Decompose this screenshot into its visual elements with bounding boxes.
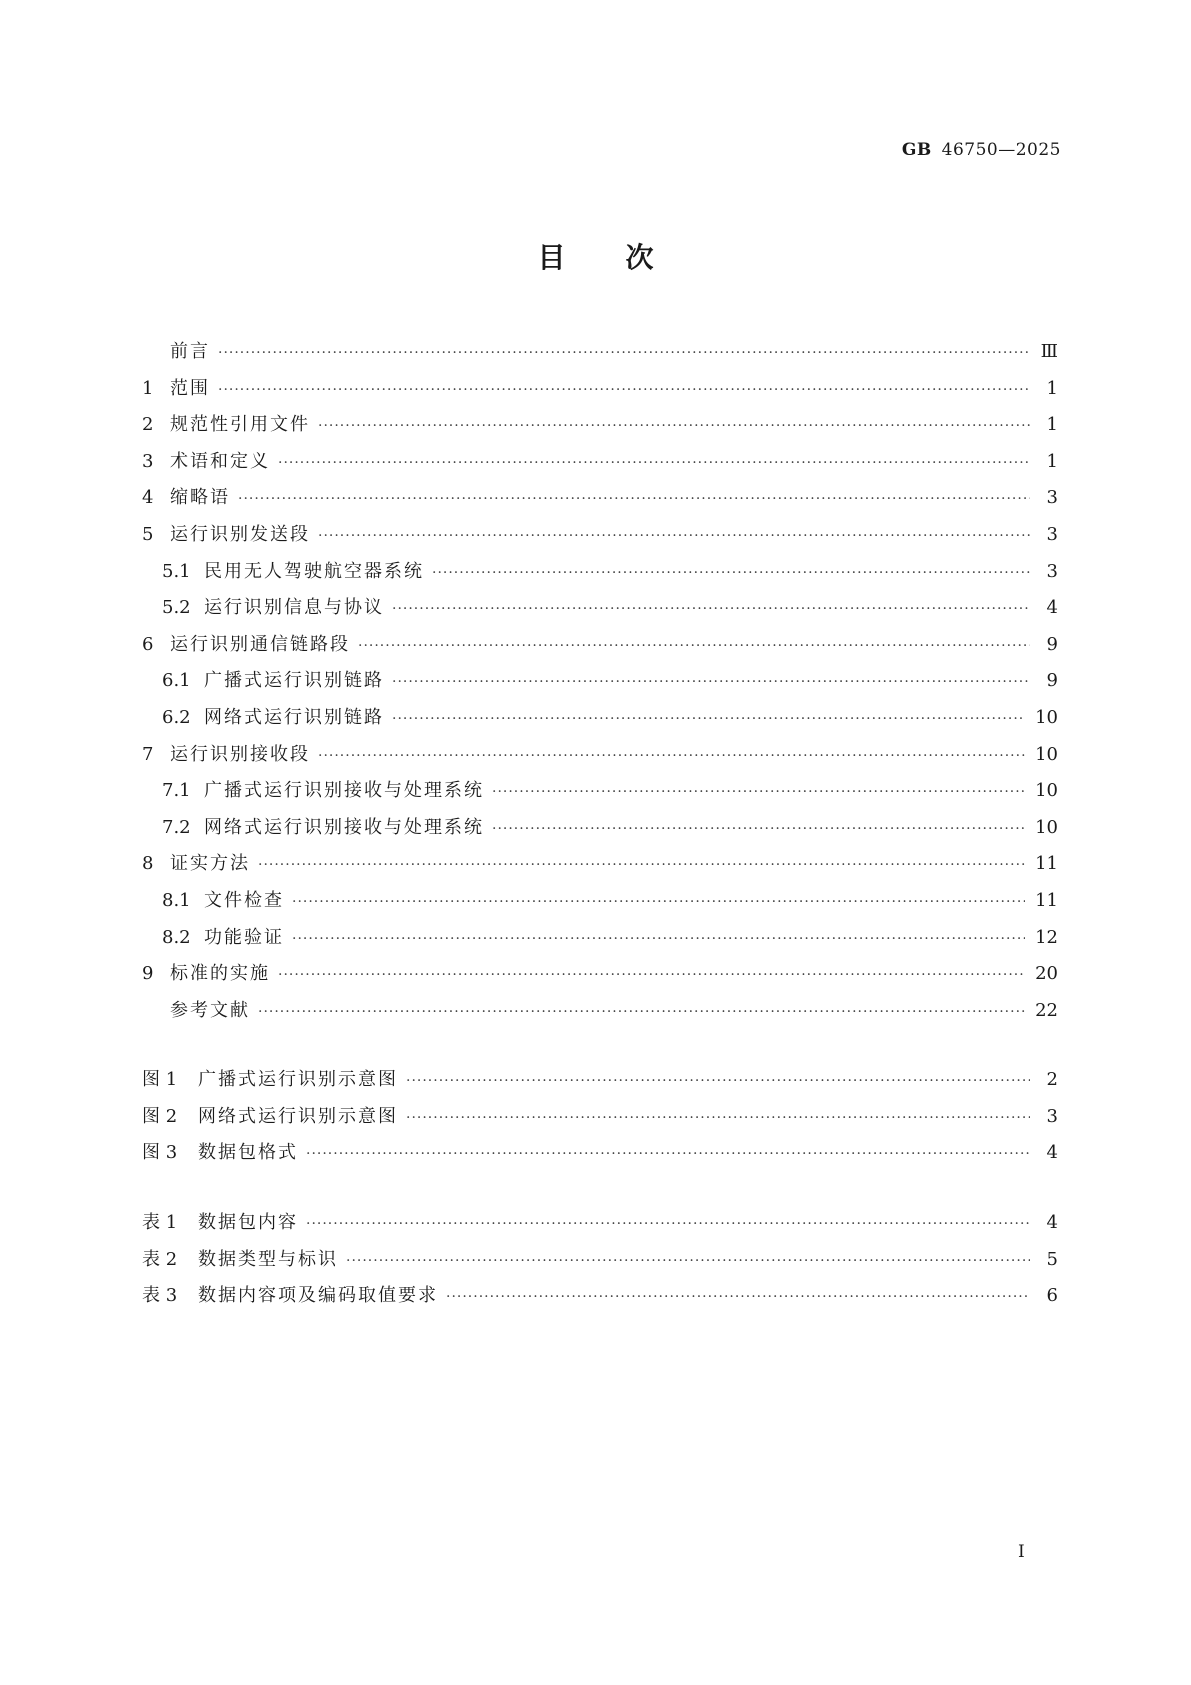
dot-leader	[406, 1110, 1030, 1126]
toc-entry[interactable]	[142, 374, 1058, 411]
dot-leader	[278, 967, 1025, 983]
toc-entry[interactable]	[142, 996, 1058, 1033]
entry-number: 7	[142, 743, 154, 765]
table-entry[interactable]	[142, 1281, 1058, 1318]
figure-entry[interactable]	[142, 1102, 1058, 1139]
dot-leader	[392, 674, 1030, 690]
entry-page-number: 10	[1035, 743, 1058, 765]
entry-title: 证实方法	[170, 853, 250, 875]
table-of-contents	[142, 337, 1058, 1032]
toc-entry[interactable]	[142, 849, 1058, 886]
toc-entry[interactable]	[142, 776, 1058, 813]
entry-number: 7.2	[162, 816, 191, 838]
page-number: I	[1018, 1542, 1025, 1562]
entry-number: 3	[142, 450, 154, 472]
dot-leader	[278, 455, 1030, 471]
entry-page-number: 9	[1046, 633, 1058, 655]
entry-page-number: 1	[1046, 450, 1058, 472]
toc-entry[interactable]	[142, 447, 1058, 484]
entry-title: 范围	[170, 377, 210, 399]
figure-entry[interactable]	[142, 1138, 1058, 1175]
entry-page-number: 11	[1035, 853, 1058, 875]
dot-leader	[258, 857, 1025, 873]
entry-page-number: 1	[1046, 414, 1058, 436]
entry-page-number: 5	[1046, 1248, 1058, 1270]
toc-entry[interactable]	[142, 959, 1058, 996]
dot-leader	[358, 638, 1030, 654]
entry-page-number: 3	[1046, 523, 1058, 545]
dot-leader	[432, 565, 1030, 581]
entry-title: 广播式运行识别接收与处理系统	[204, 780, 484, 802]
dot-leader	[492, 784, 1025, 800]
entry-page-number: 3	[1046, 560, 1058, 582]
document-code	[902, 140, 1061, 160]
entry-number: 8.1	[162, 889, 191, 911]
entry-title: 参考文献	[170, 999, 250, 1021]
toc-entry[interactable]	[142, 703, 1058, 740]
entry-number: 图 3	[142, 1142, 178, 1164]
entry-page-number: 4	[1046, 1142, 1058, 1164]
entry-number: 2	[142, 414, 154, 436]
entry-number: 6.2	[162, 706, 191, 728]
entry-page-number: 10	[1035, 816, 1058, 838]
page-title: 目次	[537, 241, 714, 274]
entry-title: 术语和定义	[170, 450, 270, 472]
toc-entry[interactable]	[142, 886, 1058, 923]
entry-title: 网络式运行识别示意图	[198, 1105, 398, 1127]
toc-entry[interactable]	[142, 740, 1058, 777]
entry-number: 表 3	[142, 1285, 178, 1307]
dot-leader	[258, 1004, 1025, 1020]
entry-title: 数据包内容	[198, 1212, 298, 1233]
toc-entry[interactable]	[142, 483, 1058, 520]
standard-number: 46750—2025	[941, 140, 1061, 160]
dot-leader	[346, 1253, 1030, 1269]
entry-number: 5.2	[162, 597, 191, 619]
entry-title: 标准的实施	[170, 963, 270, 985]
toc-entry[interactable]	[142, 630, 1058, 667]
standard-prefix: GB	[901, 140, 932, 160]
dot-leader	[218, 382, 1030, 398]
entry-page-number: 4	[1046, 597, 1058, 619]
entry-page-number: 10	[1035, 706, 1058, 728]
toc-entry[interactable]	[142, 337, 1058, 374]
dot-leader	[446, 1289, 1030, 1305]
entry-number: 表 2	[142, 1248, 178, 1270]
entry-page-number: 4	[1046, 1212, 1058, 1233]
entry-title: 数据包格式	[198, 1142, 298, 1164]
entry-number: 7.1	[162, 780, 191, 802]
figure-entry[interactable]	[142, 1065, 1058, 1102]
entry-title: 功能验证	[204, 926, 284, 948]
dot-leader	[238, 491, 1030, 507]
entry-number: 5.1	[162, 560, 191, 582]
entry-title: 运行识别信息与协议	[204, 597, 384, 619]
entry-page-number: Ⅲ	[1040, 341, 1058, 362]
entry-title: 文件检查	[204, 889, 284, 911]
dot-leader	[306, 1146, 1030, 1162]
entry-title: 数据内容项及编码取值要求	[198, 1285, 438, 1307]
entry-number: 4	[142, 487, 154, 509]
dot-leader	[318, 418, 1030, 434]
toc-entry[interactable]	[142, 813, 1058, 850]
entry-title: 前言	[170, 341, 210, 362]
dot-leader	[318, 748, 1025, 764]
dot-leader	[292, 931, 1025, 947]
entry-page-number: 3	[1046, 487, 1058, 509]
entry-number: 6.1	[162, 670, 191, 692]
dot-leader	[392, 711, 1025, 727]
entry-title: 数据类型与标识	[198, 1248, 338, 1270]
dot-leader	[492, 821, 1025, 837]
toc-entry[interactable]	[142, 410, 1058, 447]
entry-page-number: 12	[1035, 926, 1058, 948]
entry-title: 运行识别通信链路段	[170, 633, 350, 655]
entry-number: 图 1	[142, 1069, 178, 1090]
entry-page-number: 11	[1035, 889, 1058, 911]
entry-title: 广播式运行识别示意图	[198, 1069, 398, 1090]
entry-title: 网络式运行识别链路	[204, 706, 384, 728]
dot-leader	[392, 601, 1030, 617]
toc-entry[interactable]	[142, 593, 1058, 630]
dot-leader	[306, 1216, 1030, 1232]
entry-page-number: 3	[1046, 1105, 1058, 1127]
entry-title: 规范性引用文件	[170, 414, 310, 436]
entry-page-number: 6	[1046, 1285, 1058, 1307]
entry-title: 缩略语	[170, 487, 230, 509]
list-of-tables	[142, 1208, 1058, 1318]
dot-leader	[292, 894, 1025, 910]
entry-title: 网络式运行识别接收与处理系统	[204, 816, 484, 838]
toc-entry[interactable]	[142, 923, 1058, 960]
entry-title: 民用无人驾驶航空器系统	[204, 560, 424, 582]
entry-number: 8.2	[162, 926, 191, 948]
entry-page-number: 1	[1046, 377, 1058, 399]
toc-entry[interactable]	[142, 557, 1058, 594]
entry-page-number: 20	[1035, 963, 1058, 985]
list-of-figures	[142, 1065, 1058, 1175]
entry-number: 图 2	[142, 1105, 178, 1127]
entry-number: 1	[142, 377, 154, 399]
entry-page-number: 10	[1035, 780, 1058, 802]
entry-number: 5	[142, 523, 154, 545]
entry-title: 运行识别发送段	[170, 523, 310, 545]
entry-page-number: 9	[1046, 670, 1058, 692]
entry-title: 运行识别接收段	[170, 743, 310, 765]
dot-leader	[406, 1073, 1030, 1089]
toc-entry[interactable]	[142, 520, 1058, 557]
table-entry[interactable]	[142, 1245, 1058, 1282]
entry-title: 广播式运行识别链路	[204, 670, 384, 692]
entry-page-number: 2	[1046, 1069, 1058, 1090]
table-entry[interactable]	[142, 1208, 1058, 1245]
entry-number: 6	[142, 633, 154, 655]
entry-number: 表 1	[142, 1212, 178, 1233]
toc-entry[interactable]	[142, 666, 1058, 703]
entry-page-number: 22	[1035, 999, 1058, 1021]
entry-number: 9	[142, 963, 154, 985]
entry-number: 8	[142, 853, 154, 875]
dot-leader	[218, 345, 1030, 361]
dot-leader	[318, 528, 1030, 544]
